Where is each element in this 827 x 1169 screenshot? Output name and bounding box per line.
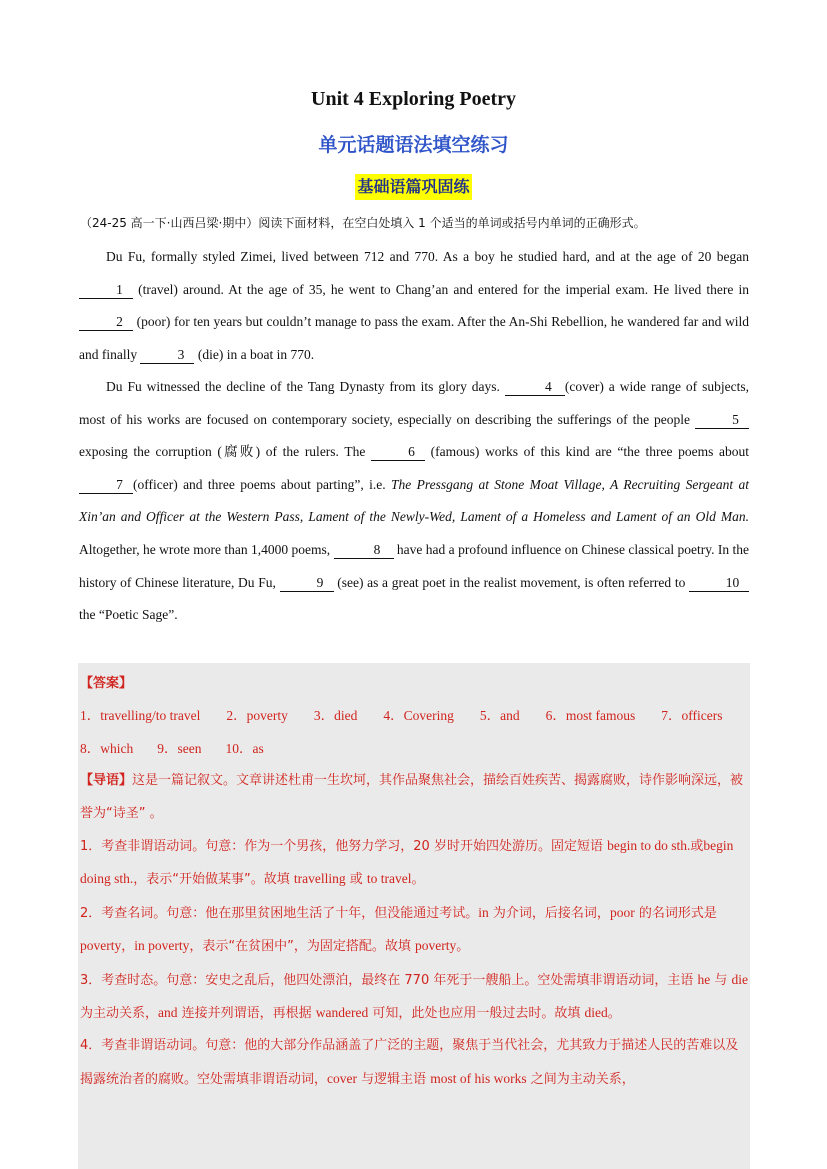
explanation-text: 3．考查时态。句意：安史之乱后，他四处漂泊，最终在 770 年死于一艘船上。空处需填非谓语动词，主语: [80, 972, 698, 988]
answer-item: 4．Covering: [383, 708, 454, 724]
section-heading-wrap: [0, 174, 827, 200]
explanation-text: ，表示“在贫困中”，为固定搭配。故填: [189, 939, 415, 955]
explanation-text: poor: [609, 904, 635, 920]
passage-text: exposing the corruption (腐败) of the rulers. The: [79, 444, 371, 460]
passage-text: (poor) for ten years but couldn’t manage to pass the exam. After the An-Shi Rebellion, he wandered far and wild and finally: [79, 314, 749, 362]
explanation-text: 或: [345, 872, 367, 888]
explanation-4: [80, 1030, 748, 1096]
section-heading: 基础语篇巩固练: [355, 174, 471, 200]
explanation-text: 。: [456, 939, 470, 955]
passage-text: (cover) a wide range of subjects, most of his works are focused on contemporary society, especially on describing the sufferings of the people: [79, 379, 749, 427]
explanation-text: 或: [690, 839, 704, 855]
poem-titles: The Pressgang at Stone Moat Village, A Recruiting Sergeant at Xin’an and Officer at the Western Pass, Lament of the Newly-Wed, Lament of a Homeless and Lament of an Old Man.: [79, 476, 749, 525]
explanation-text: 为主动关系，: [80, 1006, 159, 1022]
explanation-text: he: [697, 971, 711, 987]
explanation-text: 1．考查非谓语动词。句意：作为一个男孩，他努力学习，20 岁时开始四处游历。固定短语: [80, 839, 608, 855]
blank-8[interactable]: 8: [334, 542, 394, 559]
blank-5[interactable]: 5: [695, 412, 749, 429]
blank-1[interactable]: 1: [79, 282, 133, 299]
explanation-1: [80, 830, 748, 897]
answer-section: [78, 663, 750, 1169]
blank-6[interactable]: 6: [371, 444, 425, 461]
explanation-text: 的名词形式是: [634, 905, 717, 921]
explanation-text: most of his works: [430, 1070, 527, 1086]
explanation-3: [80, 964, 748, 1031]
answer-item: 6．most famous: [545, 708, 636, 724]
explanation-text: 。: [607, 1006, 621, 1022]
passage-text: (travel) around. At the age of 35, he went to Chang’an and entered for the imperial exam. He lived there in: [133, 281, 749, 297]
guide-paragraph: [80, 765, 748, 830]
passage-paragraph-2: [79, 371, 749, 632]
explanation-text: ，表示“开始做某事”。故填: [133, 872, 294, 888]
answer-item: 5．and: [479, 708, 520, 724]
explanation-text: 之间为主动关系，: [526, 1071, 635, 1087]
explanation-text: in poverty: [134, 938, 190, 954]
page-title: Unit 4 Exploring Poetry: [311, 88, 516, 110]
answer-item: 10．as: [225, 740, 264, 756]
explanation-text: to travel: [366, 871, 412, 887]
passage-text: (see) as a great poet in the realist movement, is often referred to: [333, 574, 689, 590]
blank-10[interactable]: 10: [689, 575, 749, 592]
explanation-text: cover: [327, 1070, 357, 1086]
passage-text: Du Fu witnessed the decline of the Tang Dynasty from its glory days.: [106, 379, 505, 394]
answer-item: 1．travelling/to travel: [80, 708, 201, 724]
blank-2[interactable]: 2: [79, 314, 133, 331]
passage-text: have had a profound influence on Chinese classical poetry. In the history of Chinese literature, Du Fu,: [79, 541, 749, 590]
explanation-text: travelling: [293, 871, 346, 887]
blank-7[interactable]: 7: [79, 477, 133, 494]
answer-item: 2．poverty: [226, 708, 288, 724]
blank-3[interactable]: 3: [140, 347, 194, 364]
explanation-text: begin to do sth.: [607, 838, 691, 854]
explanation-text: begin doing sth.: [80, 838, 734, 887]
passage-text: (famous) works of this kind are “the three poems about: [424, 444, 749, 460]
passage-text: (die) in a boat in 770.: [194, 346, 315, 362]
answer-header: 【答案】: [80, 676, 133, 691]
blank-4[interactable]: 4: [505, 379, 565, 396]
passage-text: Du Fu, formally styled Zimei, lived between 712 and 770. As a boy he studied hard, and at the age of 20 began: [106, 249, 749, 264]
answer-item: 7．officers: [661, 708, 723, 724]
explanation-2: [80, 897, 748, 964]
explanation-text: ，: [121, 939, 135, 955]
passage-paragraph-1: [79, 241, 749, 371]
passage-text: the “Poetic Sage”.: [79, 607, 178, 623]
explanation-text: 与: [710, 972, 732, 988]
passage-text: Altogether, he wrote more than 1,4000 poems,: [79, 541, 334, 557]
explanation-text: die: [731, 971, 748, 987]
explanation-text: poverty: [415, 938, 457, 954]
explanation-text: 连接并列谓语，再根据: [177, 1006, 316, 1022]
blank-9[interactable]: 9: [280, 575, 334, 592]
answer-item: 9．seen: [157, 740, 202, 756]
guide-text: 这是一篇记叙文。文章讲述杜甫一生坎坷，其作品聚焦社会，描绘百姓疾苦、揭露腐败，诗作影响深远，被誉为“诗圣” 。: [80, 773, 744, 821]
passage-text: (officer) and three poems about parting”, i.e.: [133, 476, 391, 492]
explanation-text: 与逻辑主语: [357, 1071, 431, 1087]
answer-item: 8．which: [80, 740, 134, 756]
exercise-instruction: （24-25 高一下·山西吕梁·期中）阅读下面材料，在空白处填入 1 个适当的单词或括号内单词的正确形式。: [80, 216, 646, 230]
explanation-text: and: [158, 1005, 178, 1021]
answer-item: 3．died: [313, 708, 358, 724]
guide-label: 【导语】: [80, 773, 133, 789]
explanation-text: 。: [411, 872, 425, 888]
explanation-text: 2．考查名词。句意：他在那里贫困地生活了十年，但没能通过考试。: [80, 905, 479, 921]
explanation-text: wandered: [315, 1005, 369, 1021]
explanation-text: poverty: [80, 938, 122, 954]
explanation-text: 4．考查非谓语动词。句意：他的大部分作品涵盖了广泛的主题，聚焦于当代社会，尤其致力于描述人民的苦难以及揭露统治者的腐败。空处需填非谓语动词，: [80, 1038, 739, 1087]
explanation-text: 可知，此处也应用一般过去时。故填: [368, 1006, 585, 1022]
page-subtitle: 单元话题语法填空练习: [318, 134, 509, 156]
explanation-text: 为介词，后接名词，: [488, 905, 610, 921]
answer-row-1: [80, 700, 748, 732]
explanation-text: died: [584, 1005, 608, 1021]
answer-row-2: [80, 733, 748, 765]
explanation-text: in: [478, 904, 489, 920]
